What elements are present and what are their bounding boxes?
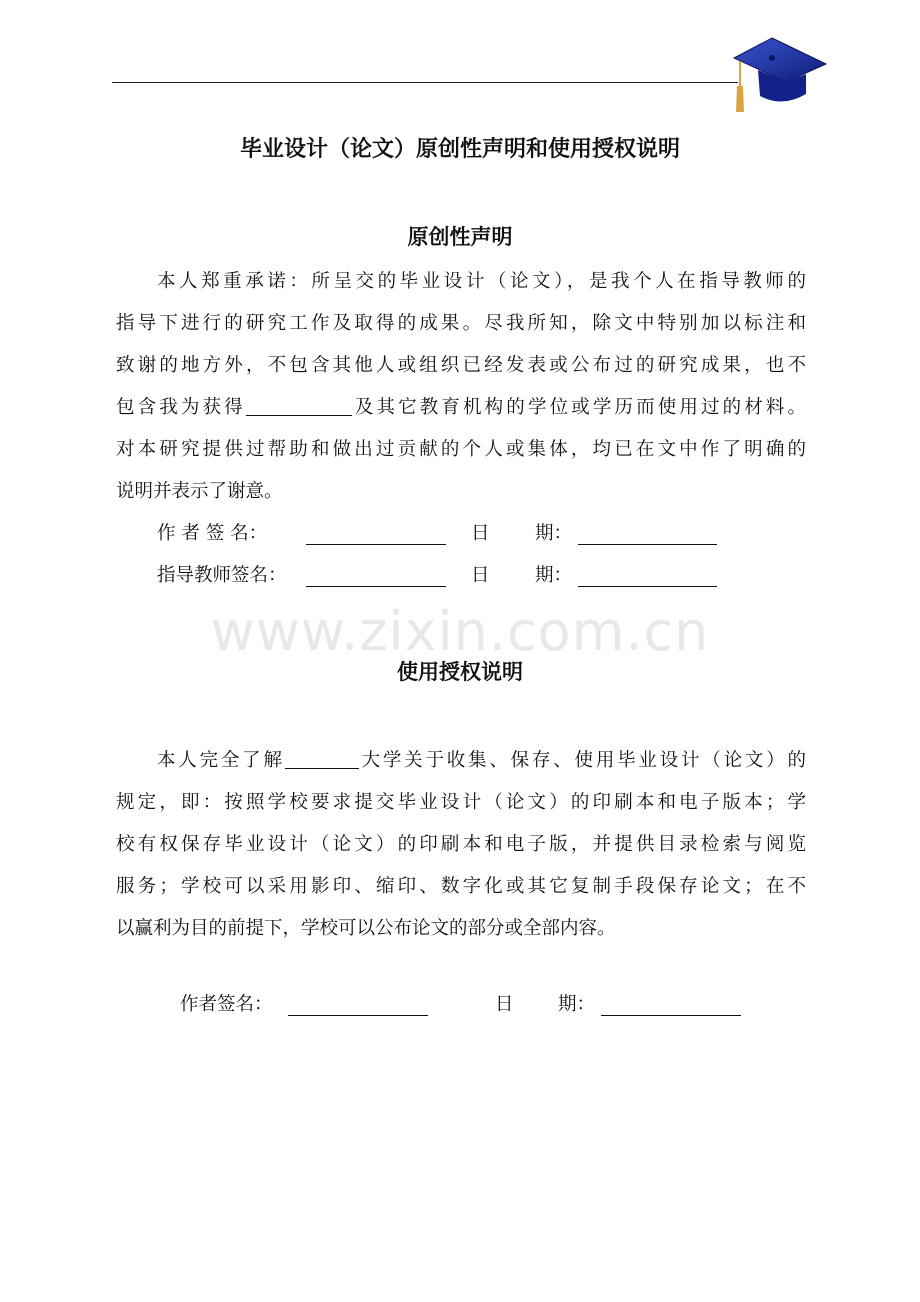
- paragraph-text: 及其它教育机构的学位或学历而使用过的材料。: [351, 397, 806, 418]
- university-blank[interactable]: [285, 746, 359, 769]
- paragraph-line: [116, 740, 806, 782]
- watermark: www.zixin.com.cn: [210, 600, 710, 663]
- paragraph-text: 大学关于收集、保存、使用毕业设计（论文）的: [358, 750, 806, 771]
- date-blank[interactable]: [578, 522, 717, 545]
- date-blank[interactable]: [601, 993, 741, 1016]
- advisor-signature-blank[interactable]: [306, 564, 446, 587]
- authorization-heading: 使用授权说明: [397, 660, 523, 684]
- authorization-paragraph: [116, 740, 806, 950]
- date-label: 期：: [558, 994, 596, 1015]
- date-label: 期：: [535, 565, 573, 586]
- author-signature-row: [0, 514, 920, 554]
- originality-heading: 原创性声明: [407, 225, 513, 249]
- date-label: 期：: [535, 523, 573, 544]
- author-signature-blank[interactable]: [306, 522, 446, 545]
- paragraph-line: 以赢利为目的前提下，学校可以公布论文的部分或全部内容。: [116, 918, 616, 939]
- date-label: 日: [495, 994, 514, 1015]
- paragraph-line: 指导下进行的研究工作及取得的成果。尽我所知，除文中特别加以标注和: [116, 313, 806, 334]
- date-label: 日: [471, 565, 490, 586]
- institution-blank[interactable]: [246, 393, 352, 416]
- paragraph-line: 本人郑重承诺：所呈交的毕业设计（论文），是我个人在指导教师的: [157, 271, 806, 292]
- header-rule: [112, 82, 738, 83]
- advisor-signature-label: 指导教师签名：: [157, 565, 287, 586]
- author-signature-label: 作 者 签 名：: [157, 523, 268, 544]
- date-label: 日: [471, 523, 490, 544]
- paragraph-line: 服务；学校可以采用影印、缩印、数字化或其它复制手段保存论文；在不: [116, 876, 806, 897]
- advisor-signature-row: [0, 556, 920, 596]
- author-signature-label: 作者签名：: [180, 994, 273, 1015]
- authorization-signature-row: [0, 985, 920, 1025]
- paragraph-text: 包含我为获得: [116, 397, 246, 418]
- date-blank[interactable]: [578, 564, 717, 587]
- paragraph-line: 校有权保存毕业设计（论文）的印刷本和电子版，并提供目录检索与阅览: [116, 834, 806, 855]
- paragraph-line: 说明并表示了谢意。: [116, 481, 283, 502]
- paragraph-text: 本人完全了解: [157, 750, 285, 771]
- graduation-cap-icon: [730, 34, 830, 119]
- paragraph-line: 对本研究提供过帮助和做出过贡献的个人或集体，均已在文中作了明确的: [116, 439, 806, 460]
- paragraph-line: 规定，即：按照学校要求提交毕业设计（论文）的印刷本和电子版本；学: [116, 792, 806, 813]
- author-signature-blank[interactable]: [288, 993, 428, 1016]
- paragraph-line: 致谢的地方外，不包含其他人或组织已经发表或公布过的研究成果，也不: [116, 355, 806, 376]
- paragraph-line: [116, 387, 806, 429]
- document-title: 毕业设计（论文）原创性声明和使用授权说明: [239, 137, 680, 162]
- originality-paragraph: [116, 261, 806, 513]
